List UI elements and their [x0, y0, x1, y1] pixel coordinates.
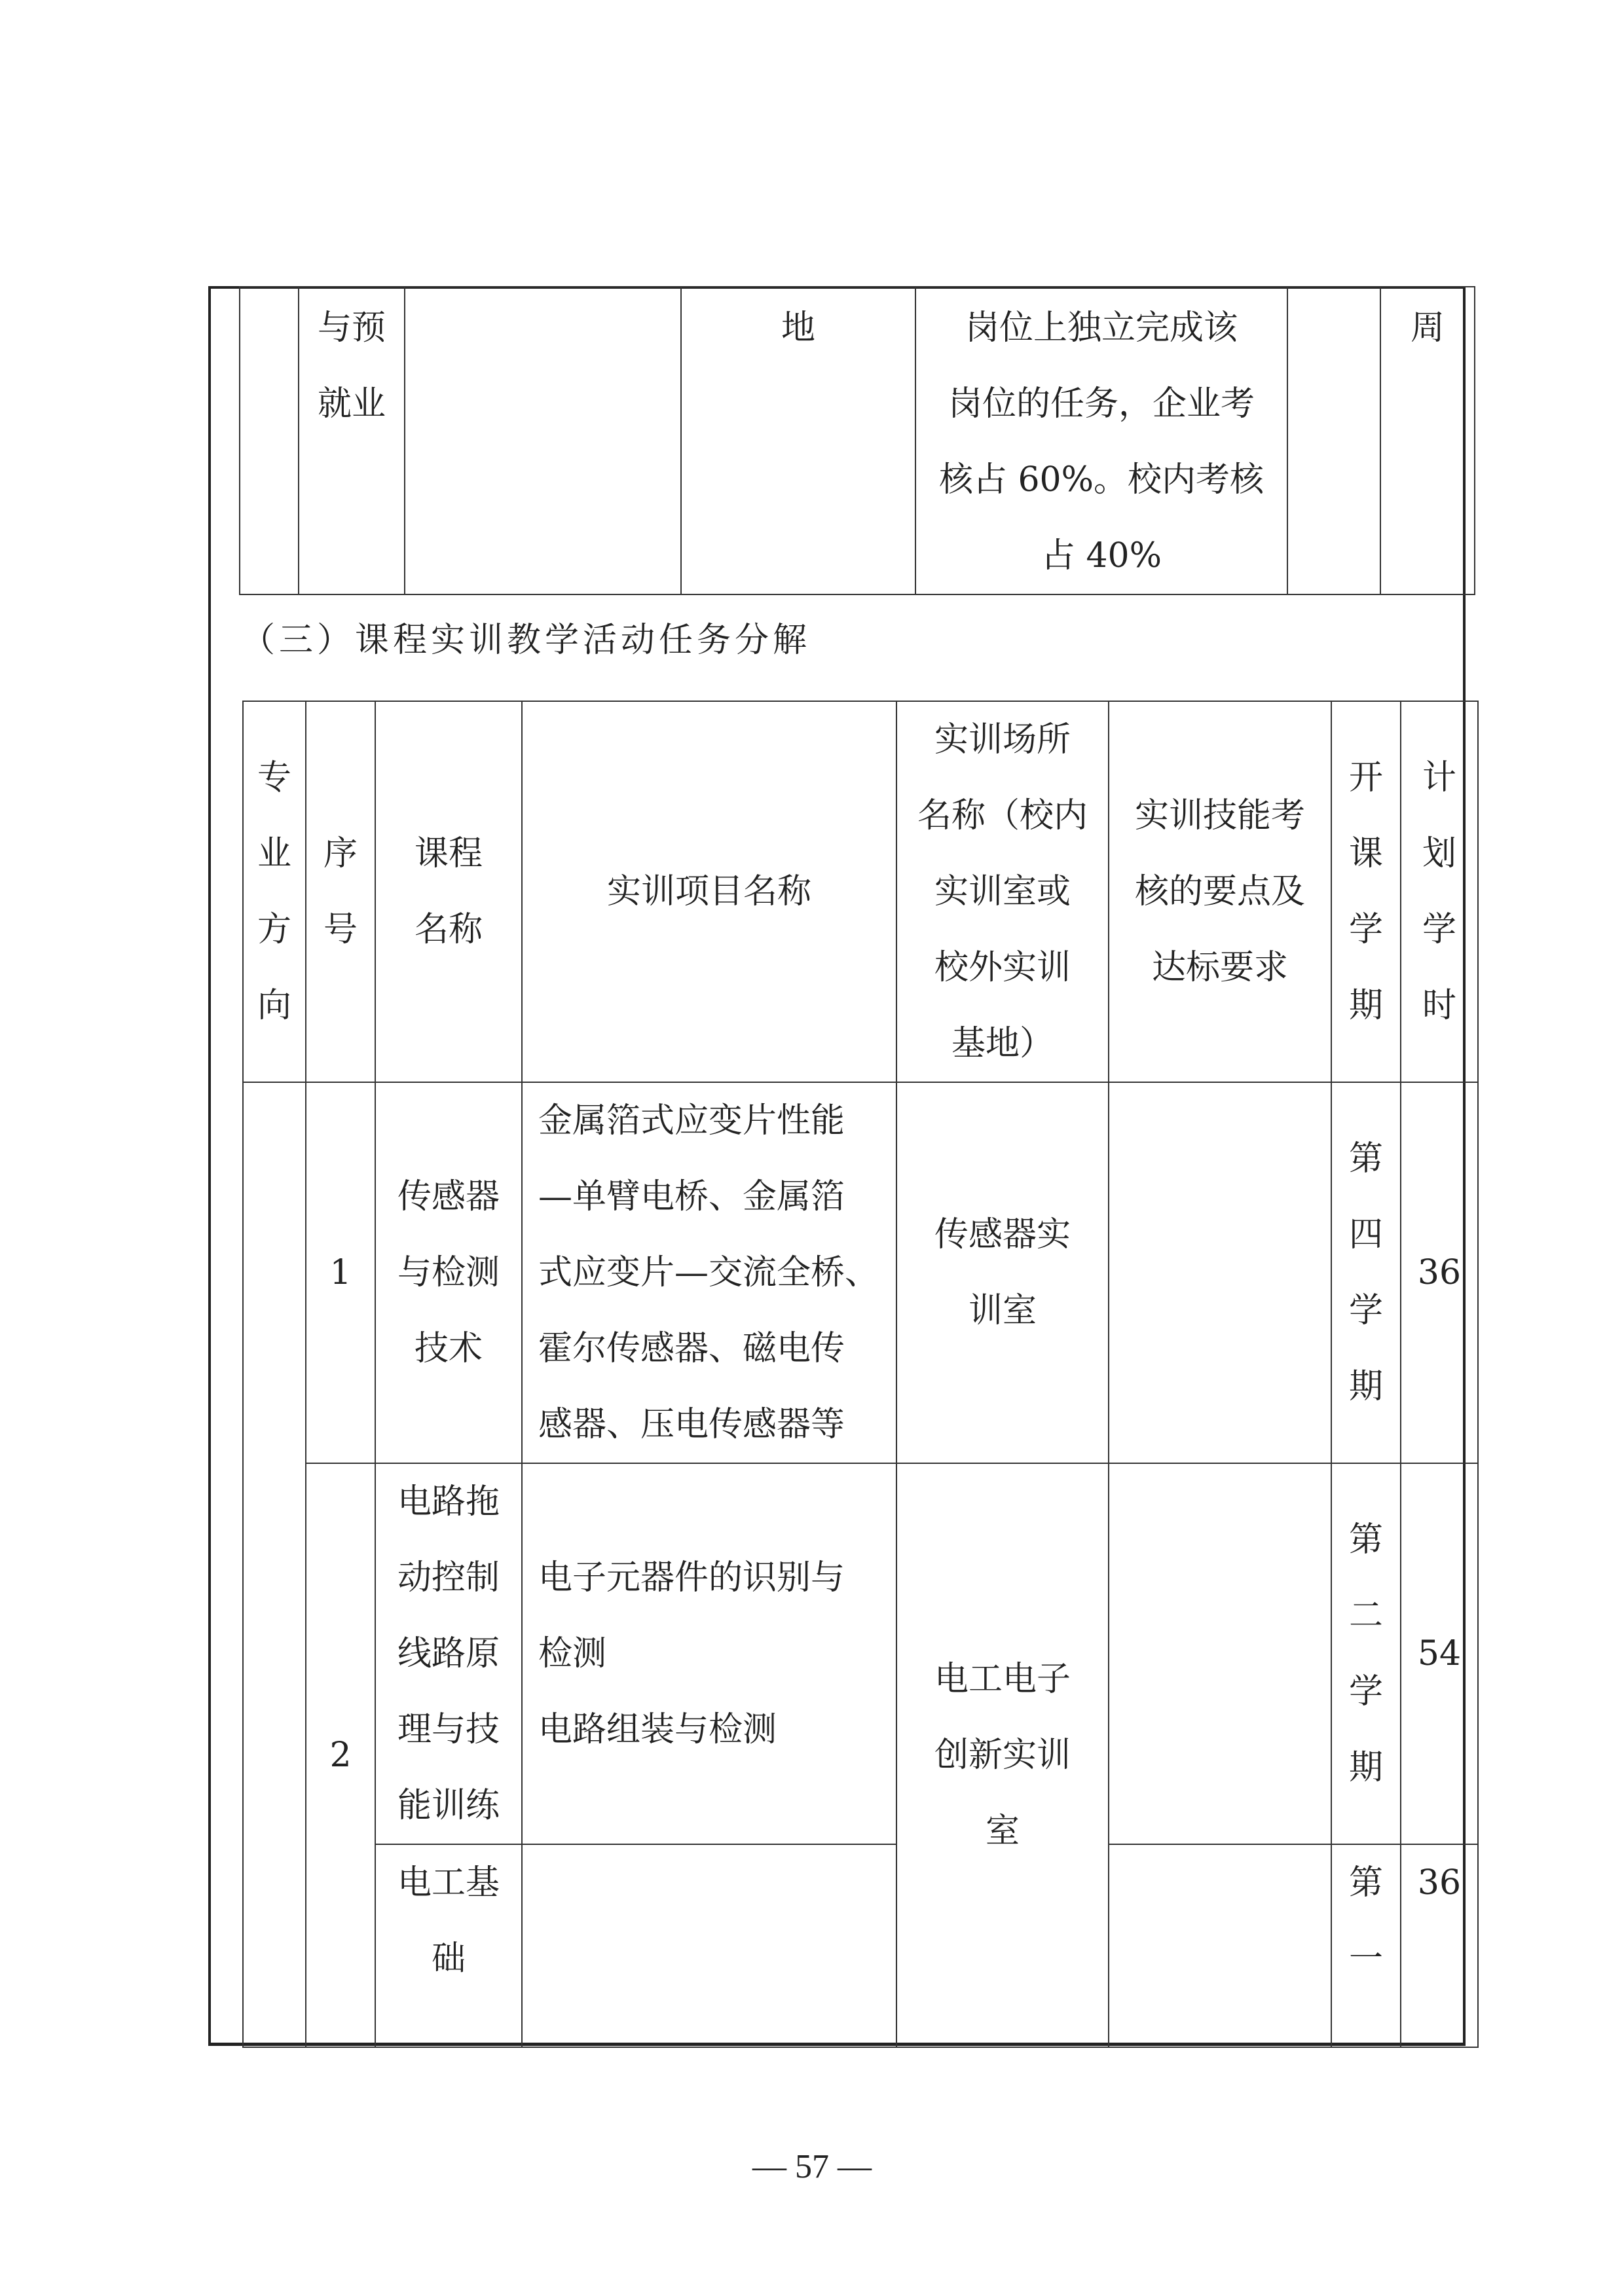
- prev-venue: 地: [681, 287, 915, 594]
- row-project: [522, 1844, 896, 2047]
- row-hours: 36: [1401, 1844, 1478, 2047]
- header-semester: 开 课 学 期: [1331, 701, 1401, 1082]
- row-seq: 1: [306, 1082, 375, 1463]
- prev-course-name: 与预 就业: [299, 287, 405, 594]
- row-course: 电工基 础: [375, 1844, 522, 2047]
- header-hours: 计 划 学 时: [1401, 701, 1478, 1082]
- prev-hours: 周: [1380, 287, 1475, 594]
- row-seq: 2: [306, 1463, 375, 2047]
- training-task-table: [242, 701, 1479, 2048]
- row-venue: 电工电子 创新实训 室: [896, 1463, 1109, 2047]
- row-requirements: [1109, 1844, 1331, 2047]
- table-row: [243, 1844, 1478, 2047]
- row-venue: 传感器实 训室: [896, 1082, 1109, 1463]
- table-header-row: [243, 701, 1478, 1082]
- row-project: 金属箔式应变片性能 —单臂电桥、金属箔 式应变片—交流全桥、 霍尔传感器、磁电传 感器、压电传感器等: [522, 1082, 896, 1463]
- row-semester: 第 一: [1331, 1844, 1401, 2047]
- prev-requirements: 岗位上独立完成该 岗位的任务，企业考 核占 60%。校内考核 占 40%: [915, 287, 1287, 594]
- prev-direction-cell: [240, 287, 299, 594]
- row-requirements: [1109, 1082, 1331, 1463]
- header-direction: 专 业 方 向: [243, 701, 306, 1082]
- table-row: [243, 1463, 1478, 1844]
- row-course: 电路拖 动控制 线路原 理与技 能训练: [375, 1463, 522, 1844]
- row-requirements: [1109, 1463, 1331, 1844]
- header-requirements: 实训技能考 核的要点及 达标要求: [1109, 701, 1331, 1082]
- row-hours: 36: [1401, 1082, 1478, 1463]
- table-row: [243, 1082, 1478, 1463]
- header-course: 课程 名称: [375, 701, 522, 1082]
- row-project: 电子元器件的识别与 检测 电路组装与检测: [522, 1463, 896, 1844]
- page-number: — 57 —: [752, 2148, 872, 2185]
- prev-semester-cell: [1287, 287, 1380, 594]
- section-caption: （三）课程实训教学活动任务分解: [241, 621, 811, 660]
- row-semester: 第 四 学 期: [1331, 1082, 1401, 1463]
- row-semester: 第 二 学 期: [1331, 1463, 1401, 1844]
- row-course: 传感器 与检测 技术: [375, 1082, 522, 1463]
- previous-table-continuation: [239, 286, 1475, 595]
- header-seq: 序 号: [306, 701, 375, 1082]
- prev-project-cell: [405, 287, 681, 594]
- header-venue: 实训场所 名称（校内 实训室或 校外实训 基地）: [896, 701, 1109, 1082]
- direction-cell: [243, 1082, 306, 2047]
- row-hours: 54: [1401, 1463, 1478, 1844]
- header-project: 实训项目名称: [522, 701, 896, 1082]
